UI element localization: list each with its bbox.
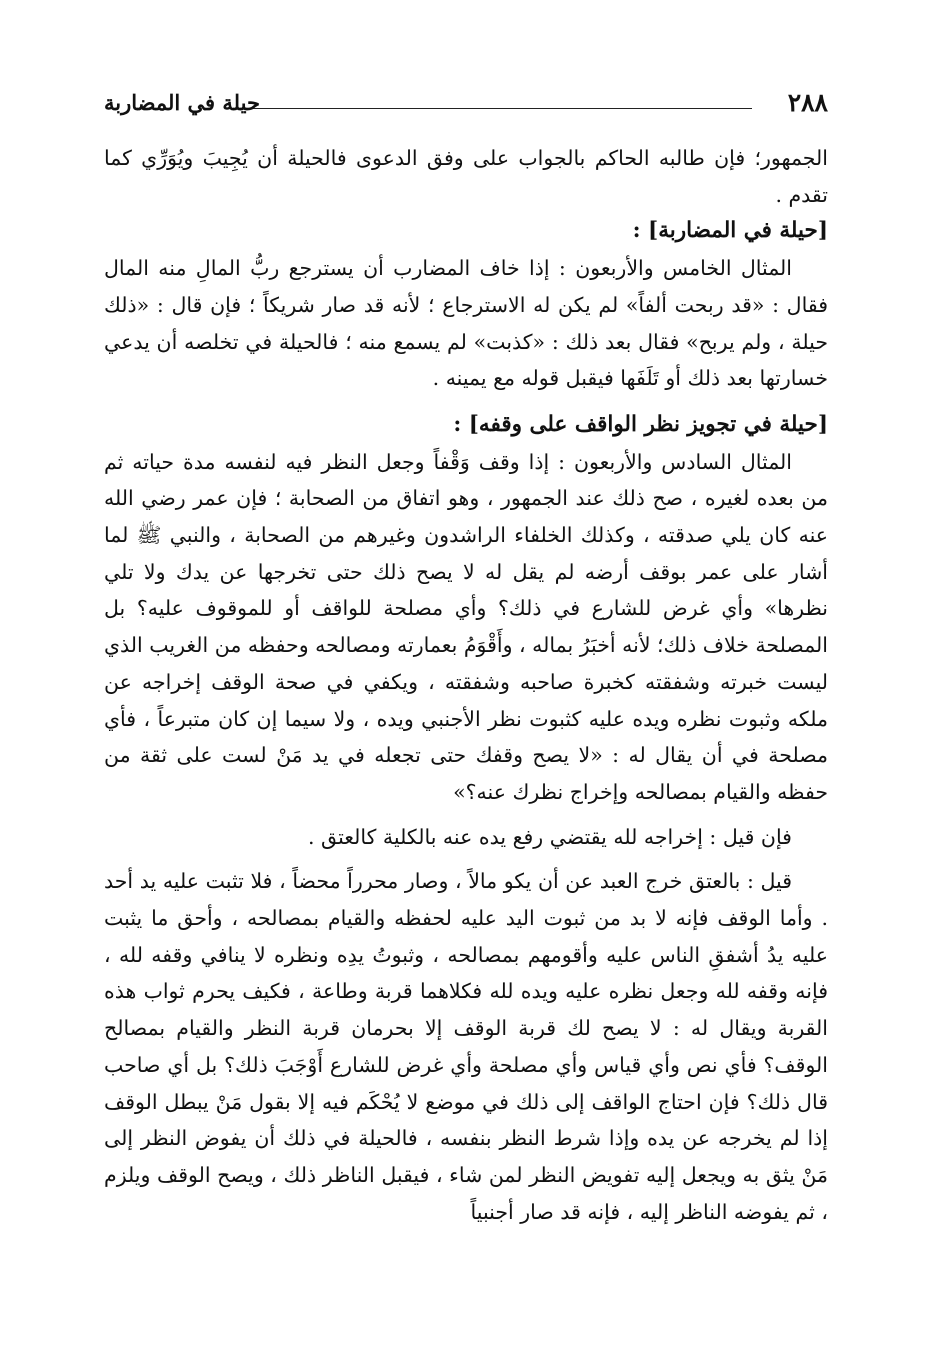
paragraph-objection: فإن قيل : إخراجه لله يقتضي رفع يده عنه بالكلية كالعتق . bbox=[307, 824, 792, 849]
page-body bbox=[104, 140, 828, 1230]
paragraph-example-46: المثال السادس والأربعون : إذا وقف وَقْفاً وجعل النظر فيه لنفسه مدة حياته ثم من بعده لغيره ، صح ذلك عند الجمهور ، وهو اتفاق من الصحابة ؛ فإن عمر رضي الله عنه كان يلي صدقته ، وكذلك الخلفاء الراشدون وغيرهم من الصحابة ، والنبي ﷺ لما أشار على عمر بوقف أرضه لم يقل له لا يصح ذلك حتى تخرجها عن يدك ولا تلي نظرها» وأي غرض للشارع في ذلك؟ وأي مصلحة للواقف أو للموقوف عليه؟ بل المصلحة خلاف ذلك؛ لأنه أخبَرُ بماله ، وأَقْوَمُ بعمارته ومصالحه وحفظه من الغريب الذي ليست خبرته وشفقته كخبرة صاحبه وشفقته ، ويكفي في صحة الوقف إخراجه عن ملكه وثبوت نظره ويده عليه كثبوت نظر الأجنبي ويده ، ولا سيما إن كان متبرعاً ، فأي مصلحة في أن يقال له : «لا يصح وقفك حتى تجعله في يد مَنْ لست على ثقة من حفظه والقيام بمصالحه وإخراج نظرك عنه؟» bbox=[104, 449, 828, 804]
header-rule bbox=[236, 108, 752, 109]
paragraph-example-45: المثال الخامس والأربعون : إذا خاف المضارب أن يسترجع ربُّ المالِ منه المال فقال : «قد ربحت ألفاً» لم يكن له الاسترجاع ؛ لأنه قد صار شريكاً ؛ فإن قال : «ذلك حيلة ، ولم يربح» فقال بعد ذلك : «كذبت» لم يسمع منه ؛ فالحيلة في تخلصه أن يدعي خسارتها بعد ذلك أو تَلَفَها فيقبل قوله مع يمينه . bbox=[104, 256, 828, 391]
page-number: ٢٨٨ bbox=[787, 88, 828, 117]
page-header bbox=[104, 86, 828, 120]
section-heading-mudaraba: [حيلة في المضاربة] : bbox=[632, 218, 828, 244]
running-title: حيلة في المضاربة bbox=[104, 90, 260, 115]
section-heading-waqf: [حيلة في تجويز نظر الواقف على وقفه] : bbox=[453, 411, 828, 437]
paragraph-continuation: الجمهور؛ فإن طالبه الحاكم بالجواب على وفق الدعوى فالحيلة أن يُجِيبَ ويُوَرِّي كما تقدم . bbox=[104, 146, 828, 207]
paragraph-reply: قيل : بالعتق خرج العبد عن أن يكو مالاً ، وصار محرراً محضاً ، فلا تثبت عليه يد أحد . وأما الوقف فإنه لا بد من ثبوت اليد عليه لحفظه والقيام بمصالحه ، وأحق ما يثبت عليه يدُ أشفقِ الناس عليه وأقومهم بمصالحه ، وثبوتُ يدِه ونظره لا ينافي وقفه لله ، فإنه وقفه لله وجعل نظره عليه ويده لله فكلاهما قربة وطاعة ، فكيف يحرم ثواب هذه القربة ويقال له : لا يصح لك قربة الوقف إلا بحرمان قربة النظر والقيام بمصالح الوقف؟ فأي نص وأي قياس وأي مصلحة وأي غرض للشارع أَوْجَبَ ذلك؟ بل أي صاحب قال ذلك؟ فإن احتاج الواقف إلى ذلك في موضع لا يُحْكَم فيه إلا بقول مَنْ يبطل الوقف إذا لم يخرجه عن يده وإذا شرط النظر بنفسه ، فالحيلة في ذلك أن يفوض النظر إلى مَنْ يثق به ويجعل إليه تفويض النظر لمن شاء ، فيقبل الناظر ذلك ، ويصح الوقف ويلزم ، ثم يفوضه الناظر إليه ، فإنه قد صار أجنبياً bbox=[104, 869, 828, 1224]
